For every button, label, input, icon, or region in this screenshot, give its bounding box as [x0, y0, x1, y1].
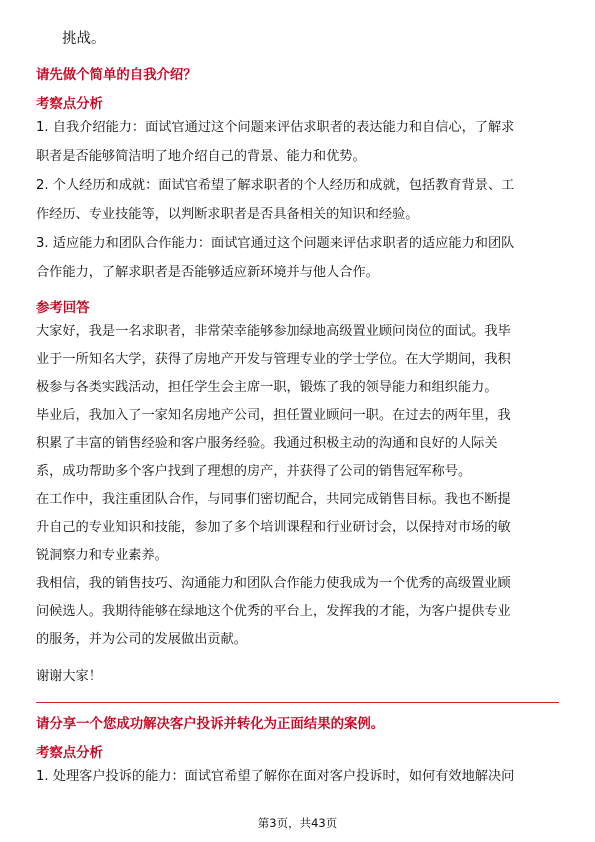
- answer-line: 在工作中，我注重团队合作，与同事们密切配合，共同完成销售目标。我也不断提: [36, 492, 511, 507]
- lead-text: 挑战。: [62, 31, 106, 47]
- question-1-heading: 请先做个简单的自我介绍？: [36, 68, 197, 83]
- answer-line: 积累了丰富的销售经验和客户服务经验。我通过积极主动的沟通和良好的人际关: [36, 436, 498, 451]
- q1-analysis-heading: 考察点分析: [36, 97, 103, 112]
- answer-line: 谢谢大家！: [36, 669, 102, 684]
- question-2-heading: 请分享一个您成功解决客户投诉并转化为正面结果的案例。: [36, 717, 385, 732]
- analysis-line: 2. 个人经历和成就：面试官希望了解求职者的个人经历和成就，包括教育背景、工: [36, 178, 515, 193]
- answer-line: 升自己的专业知识和技能，参加了多个培训课程和行业研讨会，以保持对市场的敏: [36, 520, 511, 535]
- section-divider: [36, 702, 559, 703]
- answer-line: 毕业后，我加入了一家知名房地产公司，担任置业顾问一职。在过去的两年里，我: [36, 408, 511, 423]
- analysis-line: 1. 处理客户投诉的能力：面试官希望了解你在面对客户投诉时，如何有效地解决问: [36, 769, 515, 784]
- answer-line: 极参与各类实践活动，担任学生会主席一职，锻炼了我的领导能力和组织能力。: [36, 380, 498, 395]
- analysis-line: 1. 自我介绍能力：面试官通过这个问题来评估求职者的表达能力和自信心，了解求: [36, 120, 515, 135]
- answer-line: 问候选人。我期待能够在绿地这个优秀的平台上，发挥我的才能，为客户提供专业: [36, 604, 511, 619]
- answer-line: 业于一所知名大学，获得了房地产开发与管理专业的学士学位。在大学期间，我积: [36, 352, 511, 367]
- answer-line: 的服务，并为公司的发展做出贡献。: [36, 632, 247, 647]
- q2-analysis-heading: 考察点分析: [36, 746, 103, 761]
- answer-line: 系，成功帮助多个客户找到了理想的房产，并获得了公司的销售冠军称号。: [36, 464, 472, 479]
- analysis-line: 作经历、专业技能等，以判断求职者是否具备相关的知识和经验。: [36, 207, 419, 222]
- answer-line: 锐洞察力和专业素养。: [36, 548, 168, 563]
- analysis-line: 职者是否能够简洁明了地介绍自己的背景、能力和优势。: [36, 149, 366, 164]
- q1-answer-heading: 参考回答: [36, 301, 90, 316]
- analysis-line: 3. 适应能力和团队合作能力：面试官通过这个问题来评估求职者的适应能力和团队: [36, 236, 515, 251]
- analysis-line: 合作能力，了解求职者是否能够适应新环境并与他人合作。: [36, 265, 379, 280]
- page-footer: 第3页，共43页: [257, 816, 338, 830]
- answer-line: 我相信，我的销售技巧、沟通能力和团队合作能力使我成为一个优秀的高级置业顾: [36, 576, 511, 591]
- answer-line: 大家好，我是一名求职者，非常荣幸能够参加绿地高级置业顾问岗位的面试。我毕: [36, 324, 511, 339]
